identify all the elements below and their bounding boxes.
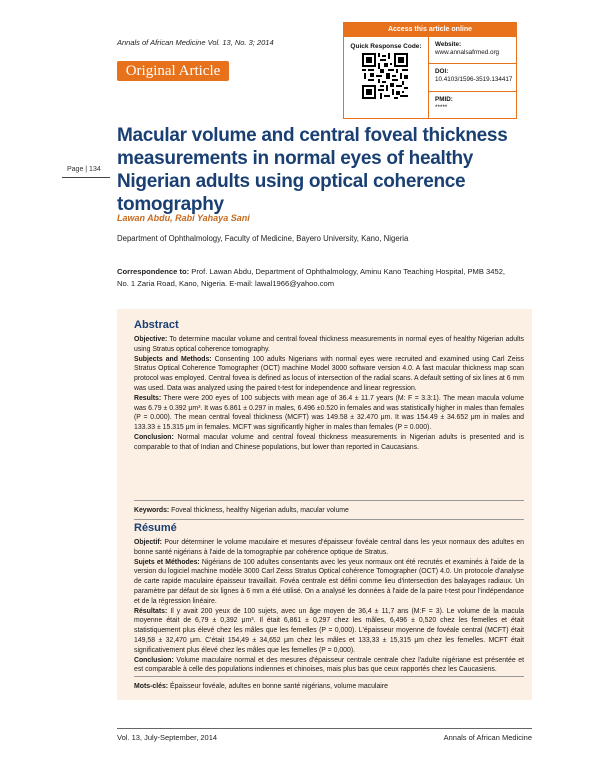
page-number: Page | 134: [67, 166, 101, 173]
abstract-heading: Abstract: [134, 319, 179, 331]
resume-methods: [134, 558, 524, 607]
methodes-text: Nigérians de 100 adultes consentants avec les yeux normaux ont été recrutés et examinés à l'aide de la version du logiciel machine modèle 3000 Carl Zeiss Stratus Optical cohérence Tomographer (OCT) 4.0. Un protocole d'analyse de carte rapide maculaire épaisseur travaillait. Fovéa centrale est défini comme lieu d'intersection des balayages radiaux. Un paramètre par défaut de six lignes à 6 mm a été utilisé. On a analysé les données à l'aide de la paire t-test pour l'indépendance et de la régression linéaire.: [134, 558, 524, 605]
abstract-conclusion: [134, 433, 524, 453]
keywords: [134, 506, 524, 516]
correspondence-label: Correspondence to:: [117, 267, 190, 276]
pmid-label: PMID:: [435, 96, 453, 103]
correspondence: [117, 266, 517, 289]
resume-results: [134, 607, 524, 656]
doi-info: [435, 68, 512, 84]
objectif-label: Objectif:: [134, 539, 162, 546]
access-heading: Access this article online: [344, 23, 516, 37]
footer-rule: [117, 728, 532, 729]
methods-text: Consenting 100 adults Nigerians with normal eyes were recruited and examined using Carl Zeiss Stratus Optical Coherence Tomographer (OCT) machine Model 3000 software version 4.0. A fast macular thickness map scan protocol was employed. Central fovea is defined as locus of intersection of the radial scans. A default setting of six lines at 6 mm was used. Data was analyzed using the paired t-test for independence and linear regression.: [134, 355, 524, 392]
doi-label: DOI:: [435, 68, 449, 75]
resume-conclusion-text: Volume maculaire normal et des mesures d'épaisseur centrale centrale chez l'adulte nigériane est présentée et est comparable à celle des populations indiennes et chinoises, mais plus bas que ceux rapportés chez les Caucasiens.: [134, 656, 524, 674]
qr-label: Quick Response Code:: [350, 43, 422, 50]
mots-cles-label: Mots-clés:: [134, 683, 169, 690]
badge-right: Article: [178, 63, 221, 79]
article-type-badge: [117, 61, 229, 81]
info-divider: [428, 91, 516, 92]
abstract-body: [134, 335, 524, 453]
pmid-info: [435, 96, 453, 112]
methods-label: Subjects and Methods:: [134, 355, 212, 363]
resume-heading: Résumé: [134, 522, 177, 534]
footer-volume: Vol. 13, July-September, 2014: [117, 733, 218, 742]
authors: Lawan Abdu, Rabi Yahaya Sani: [117, 213, 250, 223]
abstract-box: [117, 309, 532, 700]
doi-value[interactable]: 10.4103/1596-3519.134417: [435, 76, 513, 83]
conclusion-text: Normal macular volume and central foveal thickness measurements in Nigerian adults is presented and is comparable to that of Indian and Chinese populations, but lower than reported in Caucasians.: [134, 433, 524, 451]
abstract-objective: [134, 335, 524, 355]
objective-text: To determine macular volume and central foveal thickness measurements in normal eyes of healthy Nigerian adults using Stratus optical coherence tomography.: [134, 336, 524, 353]
info-divider: [428, 63, 516, 64]
article-title: Macular volume and central foveal thickness measurements in normal eyes of healthy Nigerian adults using optical coherence tomography: [117, 125, 508, 215]
keywords-label: Keywords:: [134, 507, 170, 514]
badge-left: Original: [125, 63, 176, 79]
objectif-text: Pour déterminer le volume maculaire et mesures d'épaisseur fovéale central dans les yeux normaux des adultes en bonne santé nigérians à l'aide de la tomographie par cohérence optique de Stratus.: [134, 539, 524, 556]
resultats-label: Résultats:: [134, 607, 168, 615]
resume-conclusion: [134, 656, 524, 676]
website-info: [435, 41, 499, 57]
methodes-label: Sujets et Méthodes:: [134, 558, 200, 566]
mots-cles-divider: [134, 676, 524, 677]
resume-body: [134, 538, 524, 675]
keywords-text: Foveal thickness, healthy Nigerian adults, macular volume: [169, 507, 349, 514]
website-label: Website:: [435, 41, 462, 48]
qr-code-icon[interactable]: [362, 53, 408, 99]
access-online-box: [343, 22, 517, 119]
page-number-rule: [62, 177, 110, 178]
correspondence-text: Prof. Lawan Abdu, Department of Ophthalmology, Aminu Kano Teaching Hospital, PMB 3452, No. 1 Zaria Road, Kano, Nigeria. E-mail: lawal1966@yahoo.com: [117, 267, 506, 288]
objective-label: Objective:: [134, 336, 168, 343]
abstract-results: [134, 394, 524, 433]
resume-conclusion-label: Conclusion:: [134, 656, 174, 664]
resultats-text: Il y avait 200 yeux de 100 sujets, avec un âge moyen de 36,4 ± 11,7 ans (M:F = 3). Le volume de la macula moyenne était de 6,79 ± 0,392 μm³. Il était 6,861 ± 0,297 chez les mâles, 6,496 ± 0,520 chez les femelles et était statistiquement plus élevé chez les mâles que les femelles (P = 0,000). L'épaisseur moyenne de fovéale central (MCFT) était 149,58 ± 32,470 μm. C'était 154,49 ± 34,652 μm chez les mâles et 133,33 ± 15,315 μm chez les femelles. MCFT était significativement plus élevé chez les mâles que les femelles (P = 0,000).: [134, 607, 524, 654]
website-link[interactable]: www.annalsafrmed.org: [435, 49, 500, 56]
affiliation: Department of Ophthalmology, Faculty of Medicine, Bayero University, Kano, Nigeria: [117, 234, 409, 243]
section-divider: [134, 519, 524, 520]
journal-header: Annals of African Medicine Vol. 13, No. 3; 2014: [117, 38, 274, 47]
abstract-methods: [134, 355, 524, 394]
mots-cles: [134, 682, 524, 692]
conclusion-label: Conclusion:: [134, 433, 174, 441]
footer-journal: Annals of African Medicine: [443, 733, 532, 742]
keywords-divider: [134, 500, 524, 501]
results-label: Results:: [134, 394, 162, 402]
resume-objective: [134, 538, 524, 558]
mots-cles-text: Épaisseur fovéale, adultes en bonne santé nigérians, volume maculaire: [168, 683, 388, 690]
pmid-value: *****: [435, 104, 448, 111]
results-text: There were 200 eyes of 100 subjects with mean age of 36.4 ± 11.7 years (M: F = 3.3:1). The mean macula volume was 6.79 ± 0.392 μm³. It was 6.861 ± 0.297 in males, 6.496 ±0.520 in females and was statistically higher in males than females (P = 0.000). The mean central foveal thickness (MCFT) was 149.58 ± 32.470 μm. It was 154.49 ± 34.652 μm in males and 133.33 ± 15.315 μm in females. MCFT was significantly higher in males than females (P = 0.000).: [134, 394, 524, 432]
